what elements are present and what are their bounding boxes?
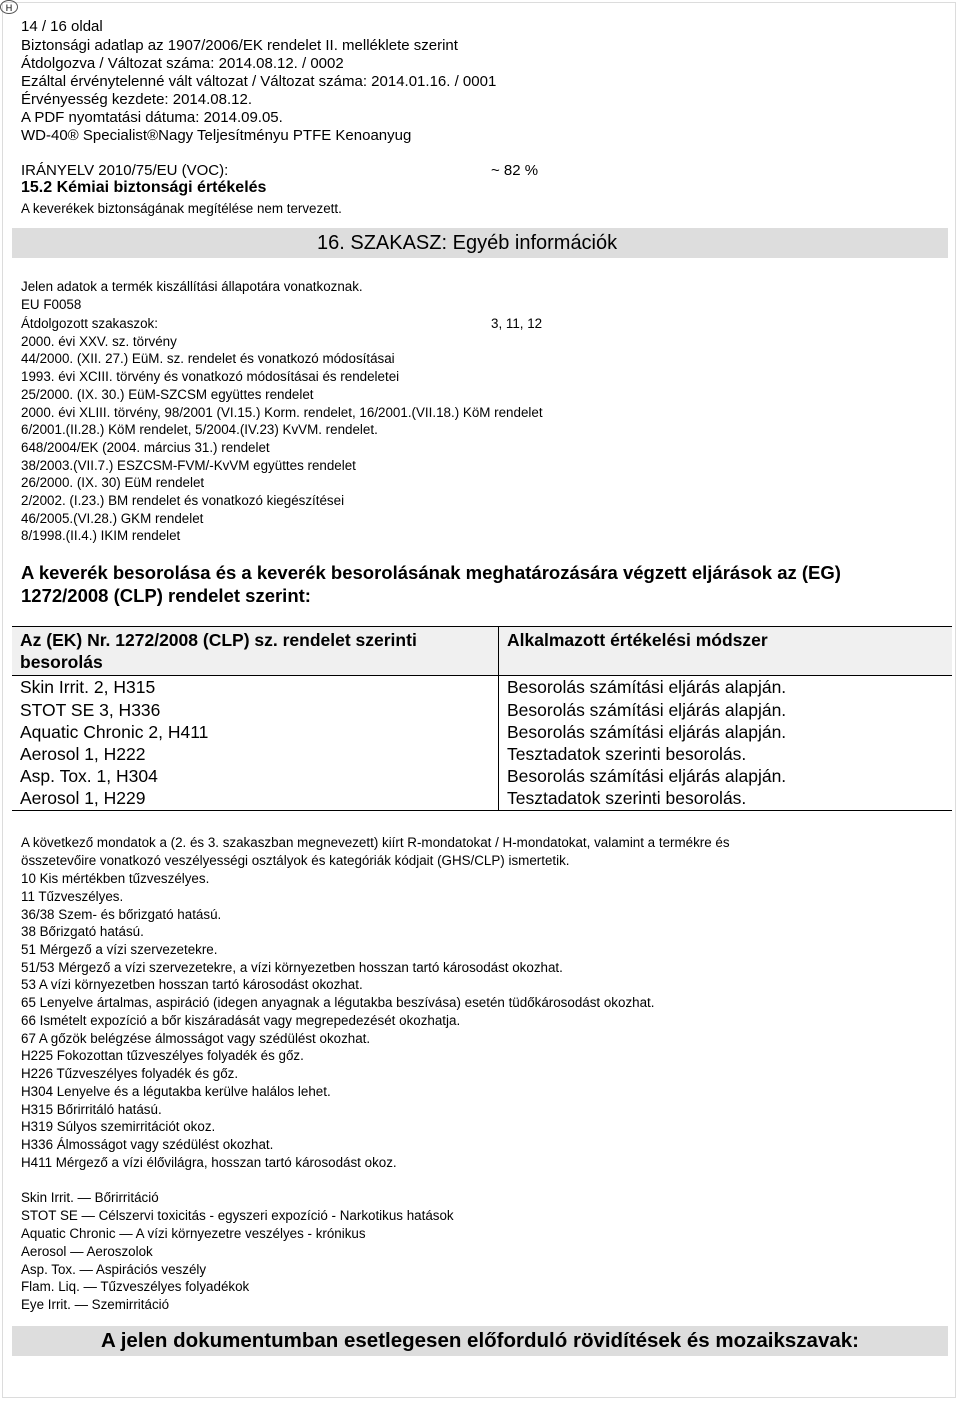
classification-cell: Aerosol 1, H222 — [12, 743, 499, 765]
classification-cell: STOT SE 3, H336 — [12, 699, 499, 721]
clp-title-line1: A keverék besorolása és a keverék besorolásának meghatározására végzett eljárások az (EG) — [21, 562, 841, 583]
phrases-intro-line1: A következő mondatok a (2. és 3. szakaszban megnevezett) kiírt R-mondatokat / H-mondatokat, valamint a termékre és — [21, 835, 730, 850]
product-name: WD-40® Specialist®Nagy Teljesítményu PTFE Kenoanyug — [21, 127, 412, 144]
regulation-line: 2/2002. (I.23.) BM rendelet és vonatkozó kiegészítései — [21, 493, 345, 508]
info-code: EU F0058 — [21, 297, 82, 312]
clp-title-line2: 1272/2008 (CLP) rendelet szerint: — [21, 585, 311, 606]
regulation-line: 6/2001.(II.28.) KöM rendelet, 5/2004.(IV.23) KvVM. rendelet. — [21, 422, 378, 437]
table-row — [12, 787, 952, 810]
abbreviation-item: Aquatic Chronic — A vízi környezetre veszélyes - krónikus — [21, 1226, 366, 1241]
validity-date: Érvényesség kezdete: 2014.08.12. — [21, 91, 252, 108]
abbreviation-item: Eye Irrit. — Szemirritáció — [21, 1297, 170, 1312]
method-cell: Besorolás számítási eljárás alapján. — [507, 677, 787, 698]
phrase-item: H336 Álmosságot vagy szédülést okozhat. — [21, 1137, 274, 1152]
abbreviation-item: Asp. Tox. — Aspirációs veszély — [21, 1262, 207, 1277]
voc-value: ~ 82 % — [491, 162, 539, 179]
abbreviations-section-header — [12, 1326, 948, 1356]
abbreviations-section-title: A jelen dokumentumban esetlegesen előforduló rövidítések és mozaikszavak: — [101, 1329, 859, 1352]
page-marker-badge: H — [0, 0, 18, 14]
phrase-item: 53 A vízi környezetben hosszan tartó károsodást okozhat. — [21, 977, 363, 992]
method-cell: Tesztadatok szerinti besorolás. — [499, 787, 953, 810]
abbreviation-item: Skin Irrit. — Bőrirritáció — [21, 1190, 159, 1205]
phrase-item: H225 Fokozottan tűzveszélyes folyadék és gőz. — [21, 1048, 304, 1063]
chem-safety-heading: 15.2 Kémiai biztonsági értékelés — [21, 179, 267, 196]
regulation-line: 44/2000. (XII. 27.) EüM. sz. rendelet és vonatkozó módosításai — [21, 351, 395, 366]
phrase-item: H411 Mérgező a vízi élővilágra, hosszan tartó károsodást okoz. — [21, 1155, 397, 1170]
classification-cell: Aerosol 1, H229 — [12, 787, 499, 810]
table-row — [12, 676, 952, 699]
regulation-line: 8/1998.(II.4.) IKIM rendelet — [21, 528, 181, 543]
pdf-print-date: A PDF nyomtatási dátuma: 2014.09.05. — [21, 109, 283, 126]
info-intro: Jelen adatok a termék kiszállítási állapotára vonatkoznak. — [21, 279, 363, 294]
abbreviation-item: STOT SE — Célszervi toxicitás - egyszeri expozíció - Narkotikus hatások — [21, 1208, 454, 1223]
revision-info: Átdolgozva / Változat száma: 2014.08.12. / 0002 — [21, 55, 344, 72]
method-cell: Besorolás számítási eljárás alapján. — [507, 699, 787, 720]
col-header-method: Alkalmazott értékelési módszer — [499, 627, 953, 676]
phrase-item: 67 A gőzök belégzése álmosságot vagy szédülést okozhat. — [21, 1031, 371, 1046]
abbreviation-item: Aerosol — Aeroszolok — [21, 1244, 153, 1259]
regulation-line: 38/2003.(VII.7.) ESZCSM-FVM/-KvVM együttes rendelet — [21, 458, 356, 473]
voc-label: IRÁNYELV 2010/75/EU (VOC): — [21, 162, 229, 179]
table-row — [12, 765, 952, 787]
table-row — [12, 721, 952, 743]
phrases-intro-line2: összetevőire vonatkozó veszélyességi osztályok és kategóriák kódjait (GHS/CLP) ismertetik. — [21, 853, 570, 868]
method-cell: Besorolás számítási eljárás alapján. — [507, 766, 787, 787]
regulation-line: 46/2005.(VI.28.) GKM rendelet — [21, 511, 204, 526]
regulation-line: 648/2004/EK (2004. március 31.) rendelet — [21, 440, 270, 455]
method-cell: Tesztadatok szerinti besorolás. — [507, 744, 747, 765]
phrase-item: 11 Tűzveszélyes. — [21, 889, 124, 904]
classification-cell: Asp. Tox. 1, H304 — [12, 765, 499, 787]
phrase-item: 36/38 Szem- és bőrizgató hatású. — [21, 907, 222, 922]
table-row — [12, 743, 952, 765]
phrase-item: 66 Ismételt expozíció a bőr kiszáradását vagy megrepedezését okozhatja. — [21, 1013, 461, 1028]
phrase-item: H319 Súlyos szemirritációt okoz. — [21, 1119, 216, 1134]
table-row — [12, 699, 952, 721]
col-header-classification: Az (EK) Nr. 1272/2008 (CLP) sz. rendelet szerinti besorolás — [12, 627, 499, 676]
regulation-line: 25/2000. (IX. 30.) EüM-SZCSM együttes rendelet — [21, 387, 314, 402]
abbreviation-item: Flam. Liq. — Tűzveszélyes folyadékok — [21, 1279, 250, 1294]
regulation-line: 2000. évi XLIII. törvény, 98/2001 (VI.15.) Korm. rendelet, 16/2001.(VII.18.) KöM rendelet — [21, 405, 543, 420]
chem-safety-text: A keverékek biztonságának megítélése nem tervezett. — [21, 201, 342, 216]
regulation-line: 2000. évi XXV. sz. törvény — [21, 334, 177, 349]
phrase-item: H226 Tűzveszélyes folyadék és gőz. — [21, 1066, 239, 1081]
revised-sections-value: 3, 11, 12 — [491, 316, 543, 331]
page-number: 14 / 16 oldal — [21, 18, 103, 35]
superseded-version: Ezáltal érvénytelenné vált változat / Változat száma: 2014.01.16. / 0001 — [21, 73, 497, 90]
document-regulation: Biztonsági adatlap az 1907/2006/EK rendelet II. melléklete szerint — [21, 37, 458, 54]
regulation-line: 26/2000. (IX. 30) EüM rendelet — [21, 475, 205, 490]
phrase-item: 65 Lenyelve ártalmas, aspiráció (idegen anyagnak a légutakba beszívása) esetén tüdőkárosodást okozhat. — [21, 995, 655, 1010]
phrase-item: 51/53 Mérgező a vízi szervezetekre, a vízi környezetben hosszan tartó károsodást okozhat. — [21, 960, 563, 975]
classification-table-header — [12, 627, 952, 676]
regulation-line: 1993. évi XCIII. törvény és vonatkozó módosításai és rendeletei — [21, 369, 400, 384]
phrase-item: H304 Lenyelve és a légutakba kerülve halálos lehet. — [21, 1084, 331, 1099]
phrase-item: 10 Kis mértékben tűzveszélyes. — [21, 871, 210, 886]
section-16-title: 16. SZAKASZ: Egyéb információk — [317, 232, 618, 254]
section-16-header — [12, 228, 948, 258]
classification-cell: Aquatic Chronic 2, H411 — [12, 721, 499, 743]
phrase-item: H315 Bőrirritáló hatású. — [21, 1102, 162, 1117]
classification-table — [12, 626, 952, 811]
phrase-item: 51 Mérgező a vízi szervezetekre. — [21, 942, 218, 957]
classification-cell: Skin Irrit. 2, H315 — [12, 676, 499, 699]
revised-sections-label: Átdolgozott szakaszok: — [21, 316, 158, 331]
phrase-item: 38 Bőrizgató hatású. — [21, 924, 144, 939]
method-cell: Besorolás számítási eljárás alapján. — [507, 721, 787, 742]
